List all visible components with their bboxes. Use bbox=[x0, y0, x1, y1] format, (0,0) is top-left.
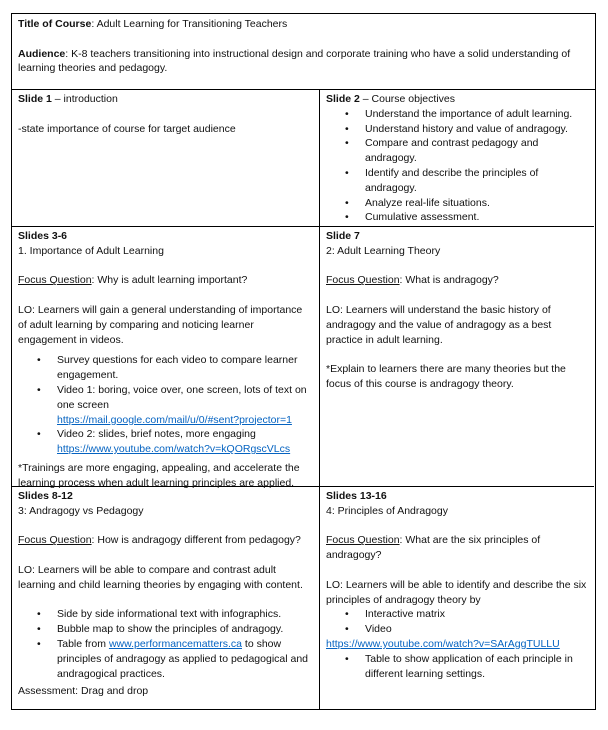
note: *Explain to learners there are many theories but the focus of this course is andragogy theory. bbox=[326, 363, 566, 390]
module-title: 3: Andragogy vs Pedagogy bbox=[18, 504, 144, 517]
objectives-list bbox=[326, 107, 588, 225]
activity-item: • Survey questions for each video to compare learner engagement. bbox=[18, 353, 313, 383]
slides-13-16-cell bbox=[320, 487, 594, 709]
activity-item: • Video 1: boring, voice over, one screen, lots of text on one screen https://mail.google.com/mail/u/0/#sent?projector=1 bbox=[18, 383, 313, 427]
objective-item: • Understand history and value of andragogy. bbox=[326, 122, 588, 137]
slide-1-heading: Slide 1 – introduction bbox=[18, 93, 118, 105]
slide-7-heading: Slide 7 bbox=[326, 230, 360, 242]
objective-item: • Compare and contrast pedagogy and andragogy. bbox=[326, 136, 588, 166]
course-title: Title of Course: Adult Learning for Transitioning Teachers bbox=[18, 18, 288, 30]
learning-objective: LO: Learners will gain a general understanding of importance of adult learning by comparing and noticing learner engagement in videos. bbox=[18, 303, 303, 346]
activity-list bbox=[18, 607, 313, 681]
slide-1-note: -state importance of course for target audience bbox=[18, 122, 236, 135]
objective-item: • Identify and describe the principles of andragogy. bbox=[326, 166, 588, 196]
learning-objective: LO: Learners will understand the basic history of andragogy and the value of andragogy as a best practice in adult learning. bbox=[326, 303, 552, 346]
slide-7-cell bbox=[320, 227, 594, 487]
course-header-cell bbox=[12, 14, 595, 90]
objective-item: • Cumulative assessment. bbox=[326, 210, 588, 225]
activity-item: • Table to show application of each principle in different learning settings. bbox=[326, 652, 588, 682]
slide-2-heading: Slide 2 – Course objectives bbox=[326, 93, 455, 105]
activity-item: • Video bbox=[326, 622, 588, 637]
activity-list bbox=[18, 353, 313, 457]
slide-1-cell bbox=[12, 90, 320, 227]
module-title: 2: Adult Learning Theory bbox=[326, 244, 441, 257]
video-1-link[interactable]: https://mail.google.com/mail/u/0/#sent?projector=1 bbox=[57, 413, 292, 426]
activity-list bbox=[326, 607, 588, 637]
objective-item: • Analyze real-life situations. bbox=[326, 196, 588, 211]
module-title: 1. Importance of Adult Learning bbox=[18, 244, 164, 257]
slides-8-12-cell bbox=[12, 487, 320, 709]
activity-item: • Side by side informational text with infographics. bbox=[18, 607, 313, 622]
activity-item: • Table from www.performancematters.ca to show principles of andragogy as applied to pedagogical and andragogical practices. bbox=[18, 637, 313, 681]
activity-item: • Bubble map to show the principles of andragogy. bbox=[18, 622, 313, 637]
objective-item: • Understand the importance of adult learning. bbox=[326, 107, 588, 122]
focus-question: Focus Question: How is andragogy different from pedagogy? bbox=[18, 534, 301, 547]
note: *Trainings are more engaging, appealing, and accelerate the learning process when adult learning principles are applied. bbox=[18, 461, 300, 489]
principles-video-link[interactable]: https://www.youtube.com/watch?v=SArAggTULLU bbox=[326, 637, 560, 650]
activity-item: • Interactive matrix bbox=[326, 607, 588, 622]
slides-3-6-cell bbox=[12, 227, 320, 487]
focus-question: Focus Question: What is andragogy? bbox=[326, 274, 499, 287]
learning-objective: LO: Learners will be able to compare and contrast adult learning and child learning theories by engaging with content. bbox=[18, 563, 303, 591]
module-title: 4: Principles of Andragogy bbox=[326, 504, 448, 517]
performancematters-link[interactable]: www.performancematters.ca bbox=[108, 637, 242, 650]
slide-2-cell bbox=[320, 90, 594, 227]
course-outline-table bbox=[11, 13, 596, 710]
focus-question: Focus Question: Why is adult learning important? bbox=[18, 274, 248, 287]
activity-list bbox=[326, 652, 588, 682]
slides-13-16-heading: Slides 13-16 bbox=[326, 490, 387, 502]
assessment: Assessment: Drag and drop bbox=[18, 685, 149, 698]
slides-3-6-heading: Slides 3-6 bbox=[18, 230, 68, 242]
video-2-link[interactable]: https://www.youtube.com/watch?v=kQORgscVLcs bbox=[57, 443, 291, 456]
course-audience: Audience: K-8 teachers transitioning into instructional design and corporate training who have a solid understanding of learning theories and pedagogy. bbox=[18, 47, 571, 75]
learning-objective: LO: Learners will be able to identify and describe the six principles of andragogy theory by bbox=[326, 578, 587, 606]
activity-item: • Video 2: slides, brief notes, more engaging https://www.youtube.com/watch?v=kQORgscVLcs bbox=[18, 427, 313, 457]
focus-question: Focus Question: What are the six principles of andragogy? bbox=[326, 534, 541, 562]
slides-8-12-heading: Slides 8-12 bbox=[18, 490, 73, 502]
